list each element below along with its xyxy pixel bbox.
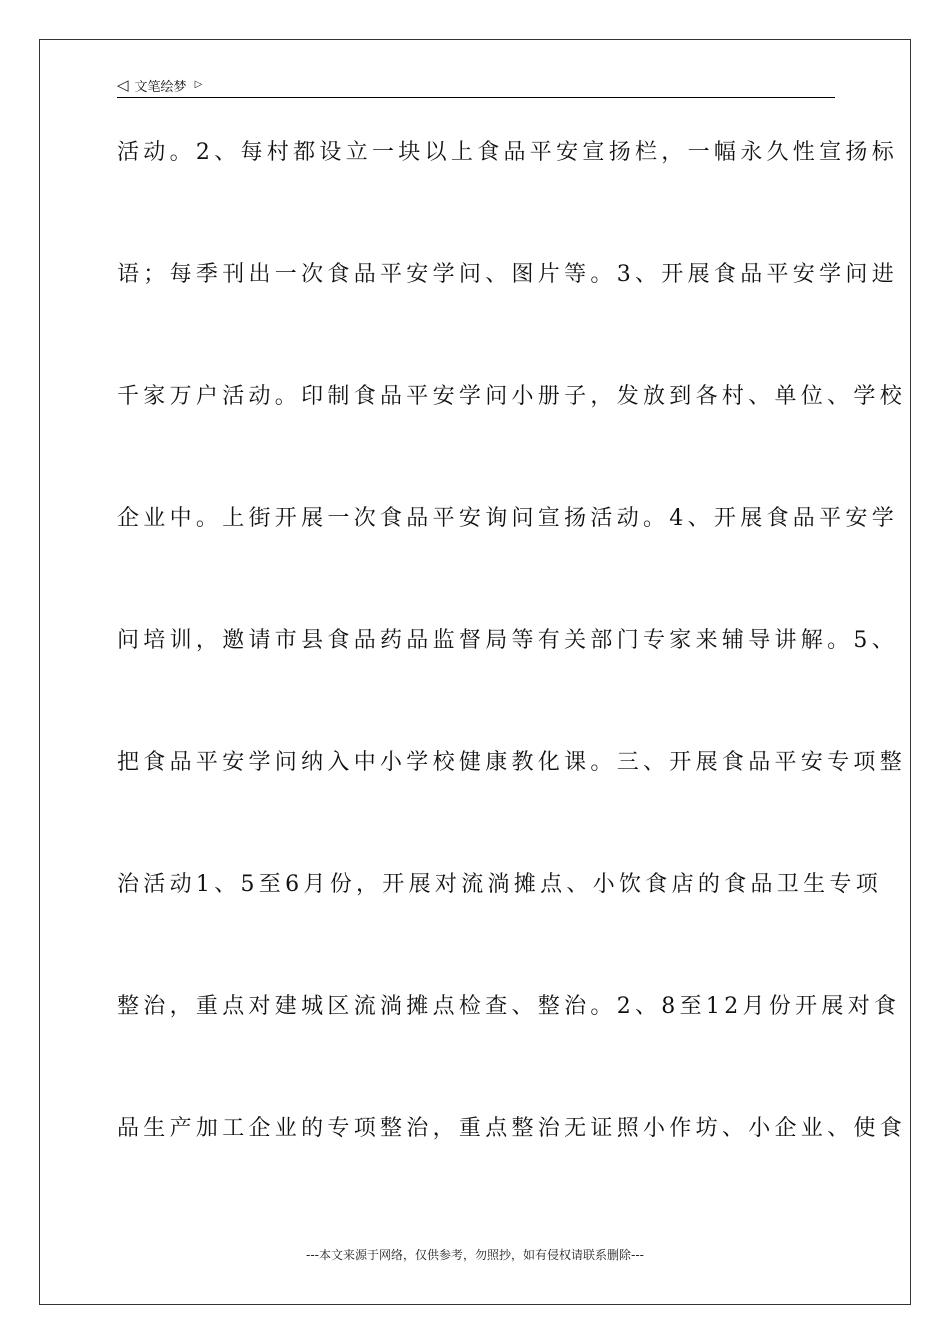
body-line: 品生产加工企业的专项整治，重点整治无证照小作坊、小企业、使食 — [117, 1116, 907, 1141]
body-line: 治活动1、5至6月份，开展对流淌摊点、小饮食店的食品卫生专项 — [117, 872, 882, 897]
document-body — [117, 130, 907, 1228]
page-footer: ---本文来源于网络，仅供参考，勿照抄，如有侵权请联系删除--- — [306, 1248, 644, 1262]
header-title: 文笔绘梦 — [134, 79, 187, 95]
body-line: 整治，重点对建城区流淌摊点检查、整治。2、8至12月份开展对食 — [117, 994, 901, 1019]
triangle-left-icon: ◁ — [117, 75, 129, 94]
body-line: 企业中。上街开展一次食品平安询问宣扬活动。4、开展食品平安学 — [117, 506, 898, 531]
body-line: 问培训，邀请市县食品药品监督局等有关部门专家来辅导讲解。5、 — [117, 628, 898, 653]
body-line: 语；每季刊出一次食品平安学问、图片等。3、开展食品平安学问进 — [117, 262, 898, 287]
body-line: 把食品平安学问纳入中小学校健康教化课。三、开展食品平安专项整 — [117, 750, 907, 775]
header-rule — [117, 97, 835, 98]
body-line: 活动。2、每村都设立一块以上食品平安宣扬栏，一幅永久性宣扬标 — [117, 140, 898, 165]
body-line: 千家万户活动。印制食品平安学问小册子，发放到各村、单位、学校 — [117, 384, 907, 409]
page-header — [117, 74, 835, 96]
triangle-right-icon: ▷ — [194, 79, 203, 90]
